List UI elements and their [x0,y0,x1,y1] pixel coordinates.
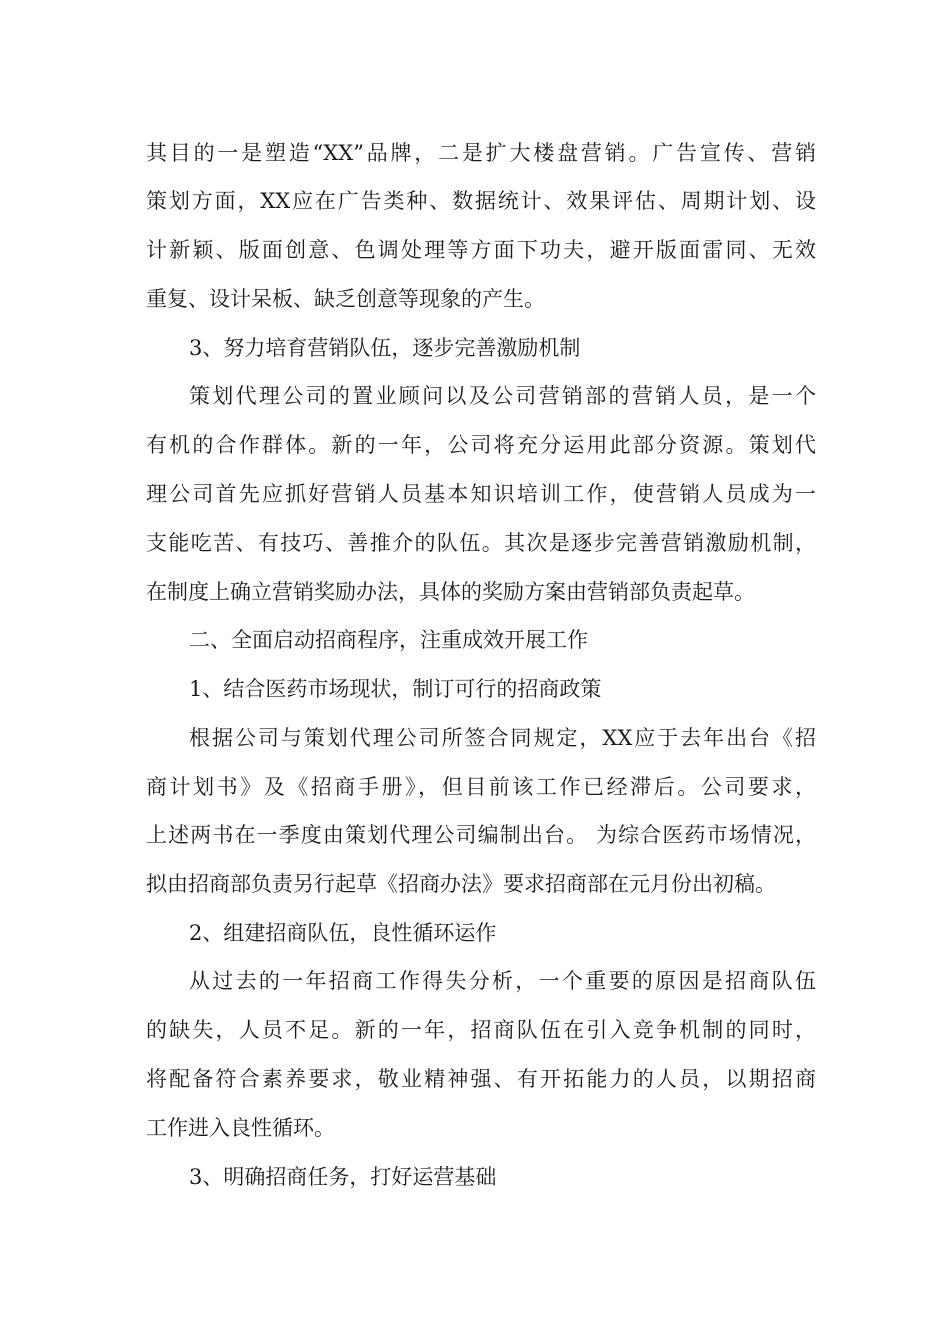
paragraph-line: 的缺失，人员不足。新的一年，招商队伍在引入竞争机制的同时， [146,1018,816,1042]
paragraph-line: 重复、设计呆板、缺乏创意等现象的产生。 [146,287,545,311]
paragraph-line: 在制度上确立营销奖励办法，具体的奖励方案由营销部负责起草。 [146,580,755,604]
paragraph-line: 将配备符合素养要求，敬业精神强、有开拓能力的人员，以期招商 [146,1067,816,1091]
paragraph-line: 商计划书》及《招商手册》，但目前该工作已经滞后。公司要求， [146,775,816,799]
section-heading: 3、努力培育营销队伍，逐步完善激励机制 [189,336,581,360]
paragraph-line: 拟由招商部负责另行起草《招商办法》要求招商部在元月份出初稿。 [146,872,776,896]
paragraph-line: 根据公司与策划代理公司所签合同规定，XX应于去年出台《招 [189,726,816,750]
paragraph-line: 上述两书在一季度由策划代理公司编制出台。 为综合医药市场情况， [146,823,816,847]
section-heading: 3、明确招商任务，打好运营基础 [189,1165,497,1189]
paragraph-line: 支能吃苦、有技巧、善推介的队伍。其次是逐步完善营销激励机制， [146,531,816,555]
paragraph-line: 策划代理公司的置业顾问以及公司营销部的营销人员，是一个 [189,384,816,408]
paragraph-line: 工作进入良性循环。 [146,1116,335,1140]
paragraph-line: 从过去的一年招商工作得失分析，一个重要的原因是招商队伍 [189,969,816,993]
section-heading: 2、组建招商队伍，良性循环运作 [189,921,497,945]
paragraph-line: 其目的一是塑造“XX”品牌，二是扩大楼盘营销。广告宣传、营销 [146,141,816,165]
paragraph-line: 策划方面，XX应在广告类种、数据统计、效果评估、周期计划、设 [146,189,816,213]
paragraph-line: 有机的合作群体。新的一年，公司将充分运用此部分资源。策划代 [146,433,816,457]
section-heading: 二、全面启动招商程序，注重成效开展工作 [189,628,588,652]
paragraph-line: 理公司首先应抓好营销人员基本知识培训工作，使营销人员成为一 [146,482,816,506]
section-heading: 1、结合医药市场现状，制订可行的招商政策 [189,677,602,701]
paragraph-line: 计新颖、版面创意、色调处理等方面下功夫，避开版面雷同、无效 [146,238,816,262]
